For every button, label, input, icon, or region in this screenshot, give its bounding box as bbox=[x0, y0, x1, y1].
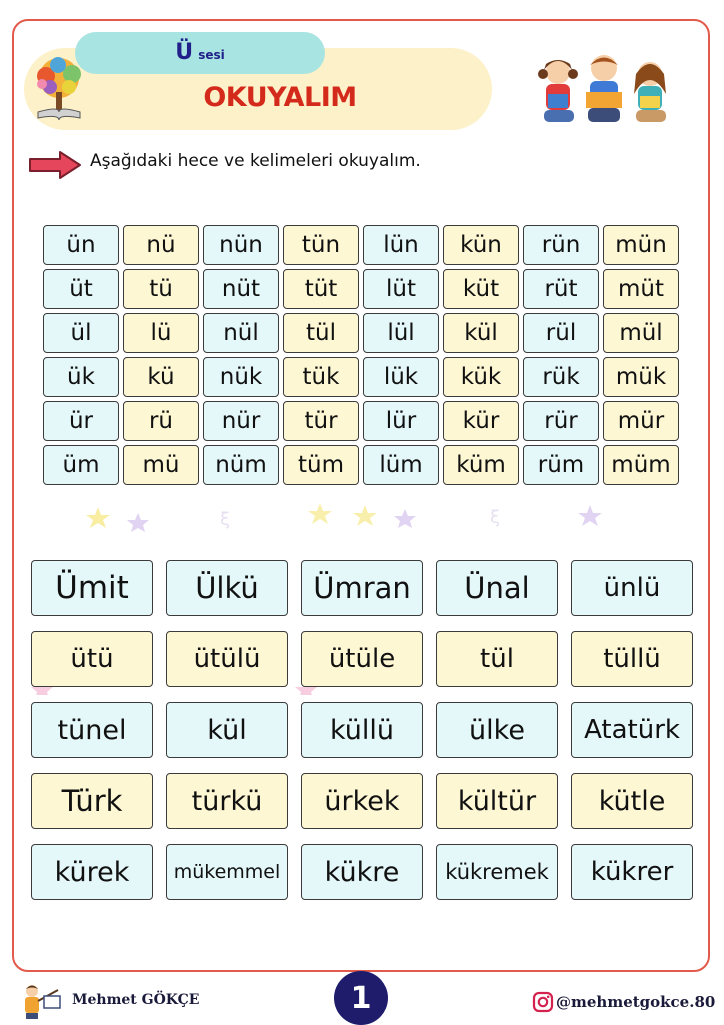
page-title: OKUYALIM bbox=[203, 82, 357, 113]
syllable-cell: üm bbox=[43, 445, 119, 485]
syllable-cell: ün bbox=[43, 225, 119, 265]
syllable-cell: nük bbox=[203, 357, 279, 397]
syllable-cell: lüm bbox=[363, 445, 439, 485]
syllable-cell: lüt bbox=[363, 269, 439, 309]
syllable-cell: mür bbox=[603, 401, 679, 441]
word-card: kül bbox=[166, 702, 288, 758]
subtitle-letter: Ü bbox=[175, 40, 194, 65]
syllable-cell: kü bbox=[123, 357, 199, 397]
word-card: Atatürk bbox=[571, 702, 693, 758]
word-card: ülke bbox=[436, 702, 558, 758]
word-card: küllü bbox=[301, 702, 423, 758]
syllable-cell: rüt bbox=[523, 269, 599, 309]
word-grid bbox=[31, 560, 693, 900]
word-card: tüllü bbox=[571, 631, 693, 687]
word-card: tül bbox=[436, 631, 558, 687]
word-card: Ümit bbox=[31, 560, 153, 616]
syllable-cell: rüm bbox=[523, 445, 599, 485]
word-card: kültür bbox=[436, 773, 558, 829]
subtitle-band bbox=[75, 32, 325, 74]
author-name: Mehmet GÖKÇE bbox=[72, 992, 200, 1008]
syllable-cell: tüm bbox=[283, 445, 359, 485]
syllable-cell: müm bbox=[603, 445, 679, 485]
social-handle: @mehmetgokce.80 bbox=[556, 993, 716, 1011]
syllable-cell: kün bbox=[443, 225, 519, 265]
subtitle-suffix: sesi bbox=[198, 48, 225, 62]
syllable-cell: küm bbox=[443, 445, 519, 485]
syllable-cell: lür bbox=[363, 401, 439, 441]
syllable-cell: rük bbox=[523, 357, 599, 397]
syllable-cell: mül bbox=[603, 313, 679, 353]
syllable-cell: tük bbox=[283, 357, 359, 397]
instagram-icon bbox=[532, 991, 554, 1013]
word-card: kükre bbox=[301, 844, 423, 900]
syllable-grid bbox=[43, 225, 679, 485]
syllable-cell: lü bbox=[123, 313, 199, 353]
syllable-cell: tün bbox=[283, 225, 359, 265]
syllable-cell: mük bbox=[603, 357, 679, 397]
syllable-cell: tül bbox=[283, 313, 359, 353]
syllable-cell: rül bbox=[523, 313, 599, 353]
word-card: mükemmel bbox=[166, 844, 288, 900]
syllable-cell: ür bbox=[43, 401, 119, 441]
syllable-cell: mün bbox=[603, 225, 679, 265]
syllable-cell: kül bbox=[443, 313, 519, 353]
word-card: ünlü bbox=[571, 560, 693, 616]
word-card: Türk bbox=[31, 773, 153, 829]
syllable-cell: tür bbox=[283, 401, 359, 441]
word-card: Ülkü bbox=[166, 560, 288, 616]
syllable-cell: mü bbox=[123, 445, 199, 485]
teacher-icon bbox=[20, 982, 62, 1020]
syllable-cell: nüm bbox=[203, 445, 279, 485]
word-card: türkü bbox=[166, 773, 288, 829]
syllable-cell: lün bbox=[363, 225, 439, 265]
word-card: kütle bbox=[571, 773, 693, 829]
syllable-cell: ül bbox=[43, 313, 119, 353]
word-card: ütülü bbox=[166, 631, 288, 687]
word-card: Ümran bbox=[301, 560, 423, 616]
syllable-cell: nün bbox=[203, 225, 279, 265]
word-card: ütüle bbox=[301, 631, 423, 687]
syllable-cell: küt bbox=[443, 269, 519, 309]
syllable-cell: rün bbox=[523, 225, 599, 265]
instruction-text: Aşağıdaki hece ve kelimeleri okuyalım. bbox=[90, 151, 421, 171]
syllable-cell: nüt bbox=[203, 269, 279, 309]
word-card: kükremek bbox=[436, 844, 558, 900]
syllable-cell: rür bbox=[523, 401, 599, 441]
svg-text:ξ: ξ bbox=[220, 509, 231, 530]
syllable-cell: müt bbox=[603, 269, 679, 309]
word-card: ürkek bbox=[301, 773, 423, 829]
syllable-cell: üt bbox=[43, 269, 119, 309]
syllable-cell: kür bbox=[443, 401, 519, 441]
word-card: kükrer bbox=[571, 844, 693, 900]
word-card: kürek bbox=[31, 844, 153, 900]
syllable-cell: ük bbox=[43, 357, 119, 397]
svg-text:ξ: ξ bbox=[490, 507, 501, 528]
syllable-cell: lük bbox=[363, 357, 439, 397]
right-arrow-icon bbox=[28, 150, 82, 180]
word-card: Ünal bbox=[436, 560, 558, 616]
syllable-cell: tüt bbox=[283, 269, 359, 309]
syllable-cell: kük bbox=[443, 357, 519, 397]
syllable-cell: lül bbox=[363, 313, 439, 353]
syllable-cell: rü bbox=[123, 401, 199, 441]
syllable-cell: nü bbox=[123, 225, 199, 265]
page-number: 1 bbox=[334, 971, 388, 1025]
syllable-cell: nül bbox=[203, 313, 279, 353]
word-card: tünel bbox=[31, 702, 153, 758]
syllable-cell: nür bbox=[203, 401, 279, 441]
reading-children-illustration bbox=[534, 50, 676, 134]
syllable-cell: tü bbox=[123, 269, 199, 309]
word-card: ütü bbox=[31, 631, 153, 687]
